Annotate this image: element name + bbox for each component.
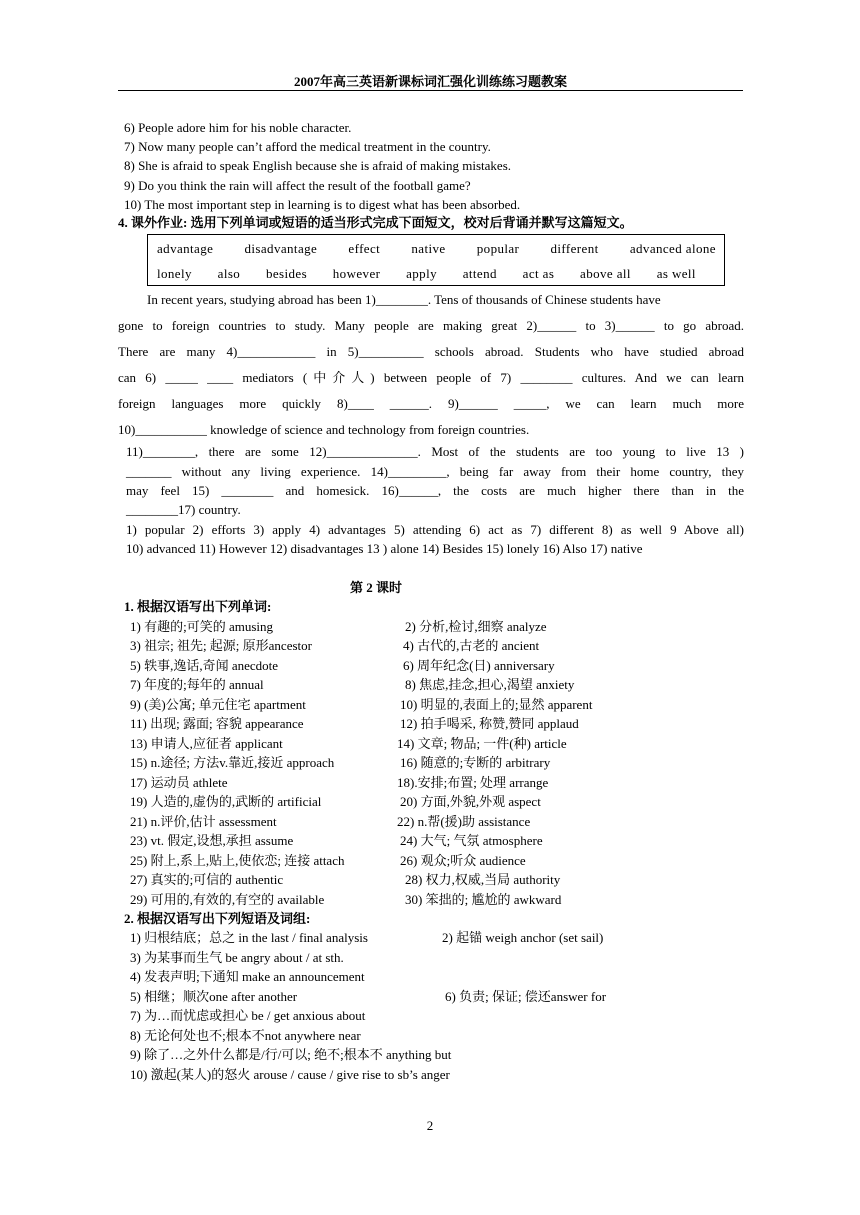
passage-line: There are many 4)____________ in 5)__________ schools abroad. Students who have studied abroad bbox=[118, 344, 744, 359]
vocab-item: 7) 年度的;每年的 annual bbox=[130, 677, 264, 692]
vocab-item: 13) 申请人,应征者 applicant bbox=[130, 736, 283, 751]
vocab-item: 26) 观众;听众 audience bbox=[400, 853, 526, 868]
homework-heading: 4. 课外作业: 选用下列单词或短语的适当形式完成下面短文，校对后背诵并默写这篇短文。 bbox=[118, 215, 633, 230]
word-bank-item: disadvantage bbox=[244, 241, 318, 256]
vocab-item: 10) 明显的,表面上的;显然 apparent bbox=[400, 697, 593, 712]
passage-line: In recent years, studying abroad has been 1)________. Tens of thousands of Chinese students have bbox=[147, 292, 661, 307]
vocab-item: 25) 附上,系上,贴上,使依恋; 连接 attach bbox=[130, 853, 345, 868]
vocab-item: 17) 运动员 athlete bbox=[130, 775, 228, 790]
vocab-item: 1) 有趣的;可笑的 amusing bbox=[130, 619, 273, 634]
vocab-item: 14) 文章; 物品; 一件(种) article bbox=[397, 736, 567, 751]
section-2-heading: 2. 根据汉语写出下列短语及词组: bbox=[124, 911, 311, 926]
page-header-title: 2007年高三英语新课标词汇强化训练练习题教案 bbox=[293, 74, 567, 89]
word-bank-item: effect bbox=[348, 241, 381, 256]
answer-line: 1) popular 2) efforts 3) apply 4) advantages 5) attending 6) act as 7) different 8) as well 9 Above all) bbox=[126, 522, 744, 537]
vocab-item: 6) 周年纪念(日) anniversary bbox=[403, 658, 555, 673]
vocab-item: 23) vt. 假定,设想,承担 assume bbox=[130, 833, 294, 848]
vocab-item: 15) n.途径; 方法v.靠近,接近 approach bbox=[130, 755, 335, 770]
vocab-item: 21) n.评价,估计 assessment bbox=[130, 814, 277, 829]
vocab-item: 24) 大气; 气氛 atmosphere bbox=[400, 833, 543, 848]
vocab-item: 27) 真实的;可信的 authentic bbox=[130, 872, 284, 887]
word-bank-item: as well bbox=[656, 266, 696, 281]
word-bank-box bbox=[147, 234, 725, 286]
phrase-item: 4) 发表声明;下通知 make an announcement bbox=[130, 969, 365, 984]
passage-line: gone to foreign countries to study. Many people are making great 2)______ to 3)______ to go abroad. bbox=[118, 318, 744, 333]
word-bank-item: advanced alone bbox=[629, 241, 716, 256]
vocab-item: 12) 拍手喝采, 称赞,赞同 applaud bbox=[400, 716, 579, 731]
word-bank-item: attend bbox=[462, 266, 497, 281]
passage-line: may feel 15) ________ and homesick. 16)______, the costs are much higher there than in the bbox=[126, 483, 744, 498]
word-bank-item: different bbox=[550, 241, 599, 256]
vocab-item: 8) 焦虑,挂念,担心,渴望 anxiety bbox=[405, 677, 575, 692]
sentence-8: 8) She is afraid to speak English because she is afraid of making mistakes. bbox=[124, 158, 512, 173]
passage-line: foreign languages more quickly 8)____ ______. 9)______ _____, we can learn much more bbox=[118, 396, 744, 411]
word-bank-item: lonely bbox=[157, 266, 192, 281]
word-bank-item: however bbox=[332, 266, 381, 281]
sentence-6: 6) People adore him for his noble character. bbox=[124, 120, 352, 135]
phrase-item: 10) 激起(某人)的怒火 arouse / cause / give rise to sb’s anger bbox=[130, 1067, 450, 1082]
vocab-item: 22) n.帮(援)助 assistance bbox=[397, 814, 531, 829]
passage-line: can 6) _____ ____ mediators (中介人) between people of 7) ________ cultures. And we can learn bbox=[118, 370, 744, 385]
word-bank-row-1 bbox=[157, 241, 716, 257]
lesson-2-title: 第 2 课时 bbox=[349, 580, 402, 595]
passage-line: ________17) country. bbox=[126, 502, 241, 517]
phrase-item: 8) 无论何处也不;根本不not anywhere near bbox=[130, 1028, 361, 1043]
word-bank-item: apply bbox=[406, 266, 437, 281]
phrase-item: 3) 为某事而生气 be angry about / at sth. bbox=[130, 950, 344, 965]
vocab-item: 28) 权力,权威,当局 authority bbox=[405, 872, 561, 887]
vocab-item: 18).安排;布置; 处理 arrange bbox=[397, 775, 549, 790]
vocab-item: 3) 祖宗; 祖先; 起源; 原形ancestor bbox=[130, 638, 312, 653]
vocab-item: 2) 分析,检讨,细察 analyze bbox=[405, 619, 547, 634]
word-bank-item: popular bbox=[476, 241, 520, 256]
word-bank-item: also bbox=[217, 266, 241, 281]
vocab-item: 30) 笨拙的; 尴尬的 awkward bbox=[405, 892, 562, 907]
vocab-item: 20) 方面,外貌,外观 aspect bbox=[400, 794, 541, 809]
vocab-item: 4) 古代的,古老的 ancient bbox=[403, 638, 540, 653]
word-bank-item: act as bbox=[522, 266, 555, 281]
word-bank-row-2 bbox=[157, 266, 696, 282]
word-bank-item: above all bbox=[580, 266, 631, 281]
header-rule bbox=[118, 90, 743, 91]
page-number: 2 bbox=[426, 1118, 434, 1133]
phrase-item: 1) 归根结底；总之 in the last / final analysis bbox=[130, 930, 368, 945]
vocab-item: 11) 出现; 露面; 容貌 appearance bbox=[130, 716, 304, 731]
vocab-item: 19) 人造的,虚伪的,武断的 artificial bbox=[130, 794, 322, 809]
sentence-10: 10) The most important step in learning is to digest what has been absorbed. bbox=[124, 197, 521, 212]
section-1-heading: 1. 根据汉语写出下列单词: bbox=[124, 599, 272, 614]
vocab-item: 16) 随意的;专断的 arbitrary bbox=[400, 755, 551, 770]
passage-line: 11)________, there are some 12)______________. Most of the students are too young to live 13 ) bbox=[126, 444, 744, 459]
sentence-7: 7) Now many people can’t afford the medical treatment in the country. bbox=[124, 139, 491, 154]
phrase-item: 6) 负责; 保证; 偿还answer for bbox=[445, 989, 607, 1004]
passage-line: 10)___________ knowledge of science and technology from foreign countries. bbox=[118, 422, 530, 437]
vocab-item: 5) 轶事,逸话,奇闻 anecdote bbox=[130, 658, 279, 673]
phrase-item: 2) 起锚 weigh anchor (set sail) bbox=[442, 930, 604, 945]
sentence-9: 9) Do you think the rain will affect the result of the football game? bbox=[124, 178, 471, 193]
word-bank-item: native bbox=[411, 241, 446, 256]
answer-line: 10) advanced 11) However 12) disadvantages 13 ) alone 14) Besides 15) lonely 16) Also 17) native bbox=[126, 541, 643, 556]
word-bank-item: advantage bbox=[157, 241, 214, 256]
vocab-item: 9) (美)公寓; 单元住宅 apartment bbox=[130, 697, 306, 712]
phrase-item: 5) 相继；顺次one after another bbox=[130, 989, 298, 1004]
word-bank-item: besides bbox=[265, 266, 308, 281]
phrase-item: 7) 为…而忧虑或担心 be / get anxious about bbox=[130, 1008, 366, 1023]
vocab-item: 29) 可用的,有效的,有空的 available bbox=[130, 892, 325, 907]
phrase-item: 9) 除了…之外什么都是/行/可以; 绝不;根本不 anything but bbox=[130, 1047, 452, 1062]
passage-line: _______ without any living experience. 14)_________, being far away from their home country, they bbox=[126, 464, 744, 479]
